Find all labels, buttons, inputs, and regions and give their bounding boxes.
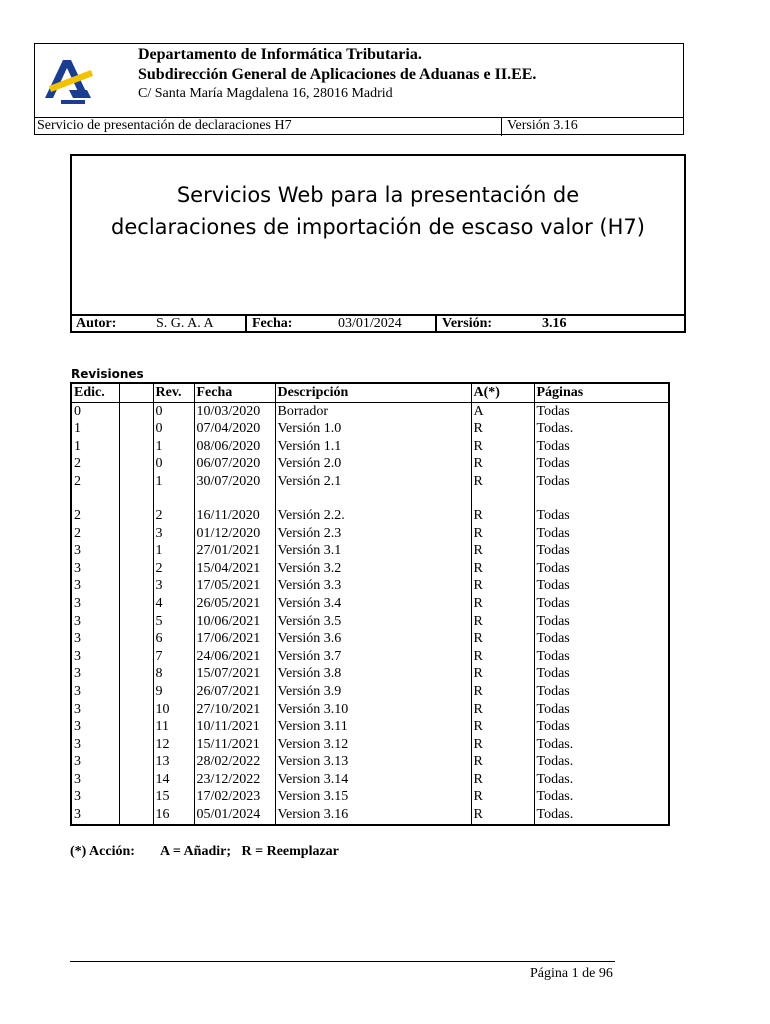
cell-action: R <box>471 753 534 771</box>
cell-blank <box>119 455 153 473</box>
cell-action: R <box>471 438 534 456</box>
document-title-line-2: declaraciones de importación de escaso valor (H7) <box>111 215 645 239</box>
cell-revision: 15 <box>153 788 194 806</box>
table-row <box>71 473 669 507</box>
department-name: Departamento de Informática Tributaria. <box>138 46 422 63</box>
cell-pages: Todas. <box>534 420 669 438</box>
cell-edition: 2 <box>71 455 119 473</box>
cell-revision: 8 <box>153 665 194 683</box>
cell-edition: 1 <box>71 438 119 456</box>
cell-blank <box>119 683 153 701</box>
cell-description: Versión 3.10 <box>275 701 471 719</box>
cell-revision: 14 <box>153 771 194 789</box>
cell-pages: Todas <box>534 402 669 420</box>
cell-action: R <box>471 683 534 701</box>
cell-pages: Todas <box>534 577 669 595</box>
aeat-logo-icon <box>41 50 97 104</box>
cell-action: R <box>471 577 534 595</box>
cell-description: Versión 1.1 <box>275 438 471 456</box>
header-date: Fecha <box>194 383 275 402</box>
cell-action: R <box>471 525 534 543</box>
service-divider <box>501 118 502 136</box>
cell-blank <box>119 473 153 507</box>
cell-date: 30/07/2020 <box>194 473 275 507</box>
table-row <box>71 438 669 456</box>
title-box <box>70 154 686 333</box>
table-row <box>71 718 669 736</box>
cell-revision: 9 <box>153 683 194 701</box>
legend-label: (*) Acción: <box>70 844 135 859</box>
table-row <box>71 613 669 631</box>
cell-date: 24/06/2021 <box>194 648 275 666</box>
cell-description: Versión 2.2. <box>275 507 471 525</box>
cell-pages: Todas <box>534 525 669 543</box>
table-row <box>71 507 669 525</box>
cell-blank <box>119 420 153 438</box>
subdirectorate-name: Subdirección General de Aplicaciones de Aduanas e II.EE. <box>138 66 537 83</box>
cell-blank <box>119 648 153 666</box>
cell-date: 27/01/2021 <box>194 542 275 560</box>
cell-date: 23/12/2022 <box>194 771 275 789</box>
cell-blank <box>119 507 153 525</box>
cell-date: 17/02/2023 <box>194 788 275 806</box>
cell-date: 08/06/2020 <box>194 438 275 456</box>
header-action: A(*) <box>471 383 534 402</box>
table-row <box>71 525 669 543</box>
cell-description: Versión 3.8 <box>275 665 471 683</box>
cell-pages: Todas. <box>534 753 669 771</box>
cell-date: 06/07/2020 <box>194 455 275 473</box>
cell-revision: 4 <box>153 595 194 613</box>
author-value: S. G. A. A <box>156 316 214 331</box>
cell-blank <box>119 542 153 560</box>
table-row <box>71 420 669 438</box>
cell-blank <box>119 665 153 683</box>
revisions-table <box>70 382 670 826</box>
cell-description: Version 3.13 <box>275 753 471 771</box>
cell-date: 26/05/2021 <box>194 595 275 613</box>
cell-revision: 1 <box>153 438 194 456</box>
cell-pages: Todas <box>534 648 669 666</box>
footer-divider <box>70 961 615 962</box>
cell-action: R <box>471 718 534 736</box>
cell-pages: Todas <box>534 630 669 648</box>
table-row <box>71 542 669 560</box>
header-pages: Páginas <box>534 383 669 402</box>
cell-edition: 3 <box>71 806 119 825</box>
cell-date: 27/10/2021 <box>194 701 275 719</box>
cell-date: 16/11/2020 <box>194 507 275 525</box>
cell-revision: 6 <box>153 630 194 648</box>
cell-revision: 0 <box>153 402 194 420</box>
cell-action: R <box>471 542 534 560</box>
cell-edition: 2 <box>71 473 119 507</box>
cell-date: 10/03/2020 <box>194 402 275 420</box>
cell-edition: 3 <box>71 665 119 683</box>
table-row <box>71 806 669 825</box>
meta-divider <box>435 316 437 333</box>
cell-pages: Todas. <box>534 788 669 806</box>
cell-revision: 2 <box>153 560 194 578</box>
cell-revision: 3 <box>153 577 194 595</box>
table-row <box>71 701 669 719</box>
cell-pages: Todas. <box>534 736 669 754</box>
cell-description: Versión 3.2 <box>275 560 471 578</box>
cell-revision: 12 <box>153 736 194 754</box>
cell-revision: 1 <box>153 542 194 560</box>
cell-description: Version 3.12 <box>275 736 471 754</box>
cell-action: R <box>471 736 534 754</box>
cell-edition: 3 <box>71 718 119 736</box>
table-row <box>71 577 669 595</box>
cell-action: R <box>471 806 534 825</box>
cell-date: 15/11/2021 <box>194 736 275 754</box>
table-row <box>71 630 669 648</box>
version-value: 3.16 <box>542 316 567 331</box>
cell-description: Versión 3.3 <box>275 577 471 595</box>
cell-blank <box>119 613 153 631</box>
table-row <box>71 788 669 806</box>
cell-action: R <box>471 788 534 806</box>
cell-revision: 10 <box>153 701 194 719</box>
header-revision: Rev. <box>153 383 194 402</box>
cell-edition: 3 <box>71 736 119 754</box>
cell-description: Versión 3.1 <box>275 542 471 560</box>
service-row <box>35 117 683 136</box>
cell-pages: Todas <box>534 683 669 701</box>
header-description: Descripción <box>275 383 471 402</box>
cell-action: A <box>471 402 534 420</box>
table-row <box>71 683 669 701</box>
cell-date: 10/06/2021 <box>194 613 275 631</box>
cell-blank <box>119 701 153 719</box>
cell-description: Versión 3.9 <box>275 683 471 701</box>
cell-action: R <box>471 613 534 631</box>
cell-edition: 3 <box>71 771 119 789</box>
cell-blank <box>119 577 153 595</box>
header-edition: Edic. <box>71 383 119 402</box>
cell-date: 28/02/2022 <box>194 753 275 771</box>
cell-blank <box>119 806 153 825</box>
cell-description: Versión 2.3 <box>275 525 471 543</box>
cell-blank <box>119 438 153 456</box>
cell-edition: 3 <box>71 788 119 806</box>
cell-action: R <box>471 420 534 438</box>
date-value: 03/01/2024 <box>338 316 402 331</box>
cell-blank <box>119 736 153 754</box>
cell-pages: Todas <box>534 542 669 560</box>
cell-description: Version 3.11 <box>275 718 471 736</box>
cell-action: R <box>471 701 534 719</box>
cell-date: 01/12/2020 <box>194 525 275 543</box>
cell-description: Version 3.14 <box>275 771 471 789</box>
cell-blank <box>119 630 153 648</box>
cell-revision: 0 <box>153 455 194 473</box>
cell-description: Versión 3.6 <box>275 630 471 648</box>
cell-pages: Todas <box>534 613 669 631</box>
cell-description: Versión 2.1 <box>275 473 471 507</box>
cell-edition: 3 <box>71 683 119 701</box>
cell-revision: 7 <box>153 648 194 666</box>
table-row <box>71 665 669 683</box>
author-label: Autor: <box>76 316 117 331</box>
table-row <box>71 736 669 754</box>
cell-blank <box>119 718 153 736</box>
cell-revision: 1 <box>153 473 194 507</box>
cell-date: 15/07/2021 <box>194 665 275 683</box>
table-row <box>71 560 669 578</box>
cell-action: R <box>471 455 534 473</box>
cell-description: Versión 3.5 <box>275 613 471 631</box>
cell-action: R <box>471 665 534 683</box>
cell-action: R <box>471 473 534 507</box>
cell-date: 15/04/2021 <box>194 560 275 578</box>
cell-date: 07/04/2020 <box>194 420 275 438</box>
revisions-label: Revisiones <box>71 367 144 381</box>
legend-text: A = Añadir; R = Reemplazar <box>160 844 339 859</box>
cell-edition: 3 <box>71 701 119 719</box>
address: C/ Santa María Magdalena 16, 28016 Madrid <box>138 86 393 101</box>
cell-action: R <box>471 771 534 789</box>
cell-edition: 0 <box>71 402 119 420</box>
cell-description: Version 3.16 <box>275 806 471 825</box>
cell-revision: 3 <box>153 525 194 543</box>
date-label: Fecha: <box>252 316 293 331</box>
cell-description: Version 3.15 <box>275 788 471 806</box>
document-title-line-1: Servicios Web para la presentación de <box>176 183 580 207</box>
cell-description: Borrador <box>275 402 471 420</box>
document-header <box>34 43 684 135</box>
cell-action: R <box>471 595 534 613</box>
cell-blank <box>119 771 153 789</box>
cell-blank <box>119 788 153 806</box>
cell-date: 17/06/2021 <box>194 630 275 648</box>
service-version: Versión 3.16 <box>507 118 578 133</box>
cell-blank <box>119 595 153 613</box>
cell-blank <box>119 525 153 543</box>
metadata-row <box>72 314 684 333</box>
cell-pages: Todas <box>534 595 669 613</box>
cell-edition: 3 <box>71 560 119 578</box>
cell-edition: 3 <box>71 648 119 666</box>
cell-action: R <box>471 507 534 525</box>
cell-blank <box>119 753 153 771</box>
cell-action: R <box>471 630 534 648</box>
cell-revision: 0 <box>153 420 194 438</box>
service-name: Servicio de presentación de declaraciones H7 <box>37 118 292 133</box>
table-header-row <box>71 383 669 402</box>
cell-edition: 3 <box>71 577 119 595</box>
cell-edition: 3 <box>71 613 119 631</box>
cell-description: Versión 2.0 <box>275 455 471 473</box>
cell-pages: Todas <box>534 560 669 578</box>
cell-edition: 3 <box>71 542 119 560</box>
cell-description: Versión 1.0 <box>275 420 471 438</box>
table-row <box>71 595 669 613</box>
cell-action: R <box>471 560 534 578</box>
cell-date: 26/07/2021 <box>194 683 275 701</box>
cell-edition: 3 <box>71 630 119 648</box>
cell-date: 05/01/2024 <box>194 806 275 825</box>
cell-blank <box>119 402 153 420</box>
cell-pages: Todas. <box>534 806 669 825</box>
cell-action: R <box>471 648 534 666</box>
cell-revision: 11 <box>153 718 194 736</box>
cell-revision: 2 <box>153 507 194 525</box>
cell-edition: 2 <box>71 525 119 543</box>
table-row <box>71 648 669 666</box>
cell-pages: Todas <box>534 665 669 683</box>
cell-description: Versión 3.7 <box>275 648 471 666</box>
cell-revision: 13 <box>153 753 194 771</box>
cell-pages: Todas <box>534 507 669 525</box>
header-blank <box>119 383 153 402</box>
cell-description: Versión 3.4 <box>275 595 471 613</box>
cell-edition: 3 <box>71 753 119 771</box>
cell-pages: Todas <box>534 455 669 473</box>
cell-edition: 2 <box>71 507 119 525</box>
cell-blank <box>119 560 153 578</box>
table-row <box>71 771 669 789</box>
cell-pages: Todas <box>534 438 669 456</box>
meta-divider <box>245 316 247 333</box>
cell-date: 10/11/2021 <box>194 718 275 736</box>
cell-pages: Todas <box>534 718 669 736</box>
version-label: Versión: <box>442 316 493 331</box>
cell-pages: Todas <box>534 473 669 507</box>
cell-pages: Todas. <box>534 771 669 789</box>
page-number: Página 1 de 96 <box>530 966 613 981</box>
table-row <box>71 455 669 473</box>
cell-revision: 5 <box>153 613 194 631</box>
cell-revision: 16 <box>153 806 194 825</box>
table-row <box>71 402 669 420</box>
cell-pages: Todas <box>534 701 669 719</box>
table-row <box>71 753 669 771</box>
cell-date: 17/05/2021 <box>194 577 275 595</box>
cell-edition: 1 <box>71 420 119 438</box>
cell-edition: 3 <box>71 595 119 613</box>
